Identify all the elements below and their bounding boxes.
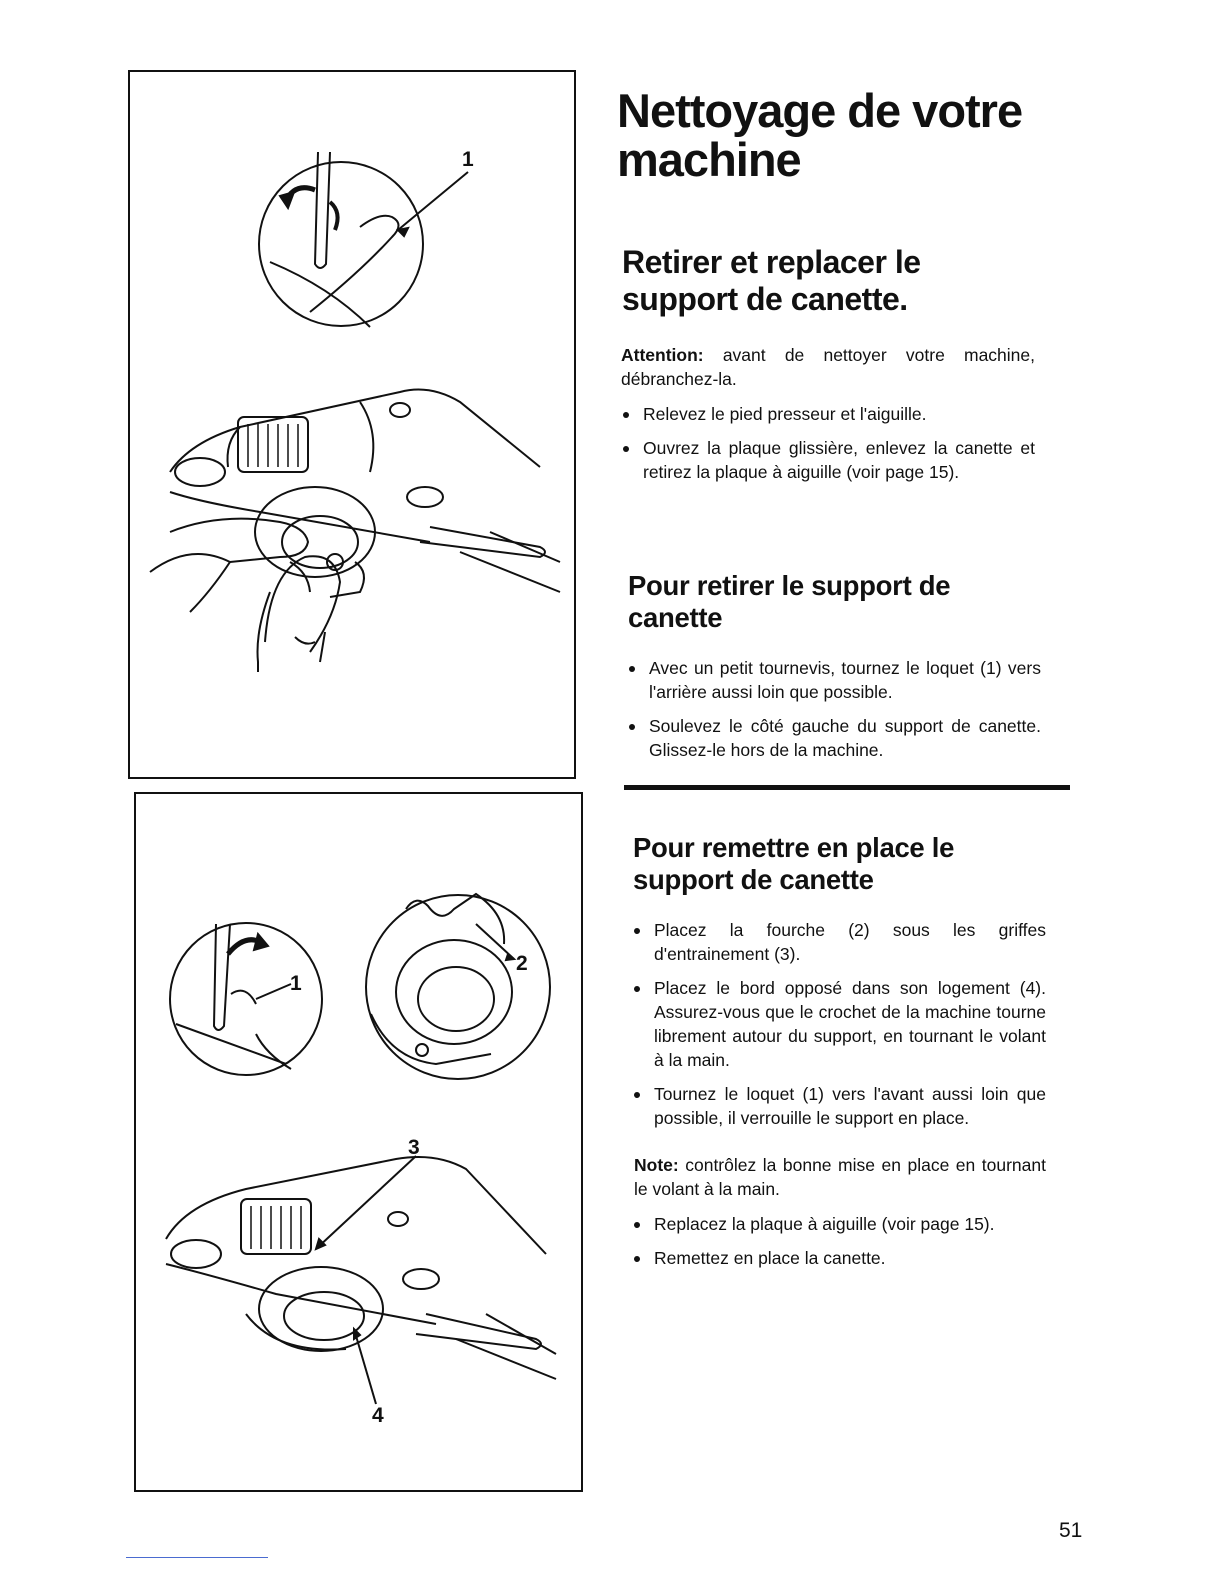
intro-steps-list — [621, 402, 1035, 494]
machine-bed-drawing — [166, 1156, 556, 1404]
attention-text: avant de nettoyer votre machine, débranchez-la. — [621, 345, 1035, 389]
list-item: Relevez le pied presseur et l'aiguille. — [621, 402, 1035, 426]
page-number: 51 — [1059, 1519, 1083, 1542]
callout-4: 4 — [372, 1404, 384, 1427]
section-divider — [624, 785, 1070, 790]
illustration-replace-bobbin-case — [134, 792, 583, 1492]
replace-heading: Pour remettre en place le support de canette — [633, 832, 955, 895]
footer-line — [126, 1557, 268, 1558]
callout-2: 2 — [516, 952, 528, 975]
list-item: Placez le bord opposé dans son logement (4). Assurez-vous que le crochet de la machine tourne librement autour du support, en tournant le volant à la main. — [632, 976, 1046, 1072]
detail-magnifier-latch — [170, 923, 322, 1075]
list-item: Placez la fourche (2) sous les griffes d'entrainement (3). — [632, 918, 1046, 966]
attention-label: Attention: — [621, 345, 704, 365]
note-text: contrôlez la bonne mise en place en tournant le volant à la main. — [634, 1155, 1046, 1199]
callout-1: 1 — [462, 148, 474, 171]
detail-magnifier — [259, 152, 468, 327]
note-paragraph — [634, 1153, 1046, 1201]
hand-drawing — [150, 519, 340, 672]
callout-3: 3 — [408, 1136, 420, 1159]
detail-magnifier-bobbin-case — [366, 894, 550, 1079]
list-item: Tournez le loquet (1) vers l'avant aussi loin que possible, il verrouille le support en place. — [632, 1082, 1046, 1130]
section-title: Retirer et replacer le support de canette. — [622, 244, 921, 317]
replace-steps-list — [632, 918, 1046, 1140]
illustration-remove-bobbin-case — [128, 70, 576, 779]
list-item: Soulevez le côté gauche du support de canette. Glissez-le hors de la machine. — [627, 714, 1041, 762]
page-title: Nettoyage de votre machine — [617, 84, 1023, 186]
remove-steps-list — [627, 656, 1041, 772]
list-item: Replacez la plaque à aiguille (voir page 15). — [632, 1212, 1046, 1236]
attention-paragraph — [621, 343, 1035, 391]
remove-heading: Pour retirer le support de canette — [628, 570, 951, 633]
callout-1: 1 — [290, 972, 302, 995]
replace-final-steps-list — [632, 1212, 1046, 1280]
note-label: Note: — [634, 1155, 679, 1175]
list-item: Ouvrez la plaque glissière, enlevez la canette et retirez la plaque à aiguille (voir page 15). — [621, 436, 1035, 484]
list-item: Remettez en place la canette. — [632, 1246, 1046, 1270]
list-item: Avec un petit tournevis, tournez le loquet (1) vers l'arrière aussi loin que possible. — [627, 656, 1041, 704]
